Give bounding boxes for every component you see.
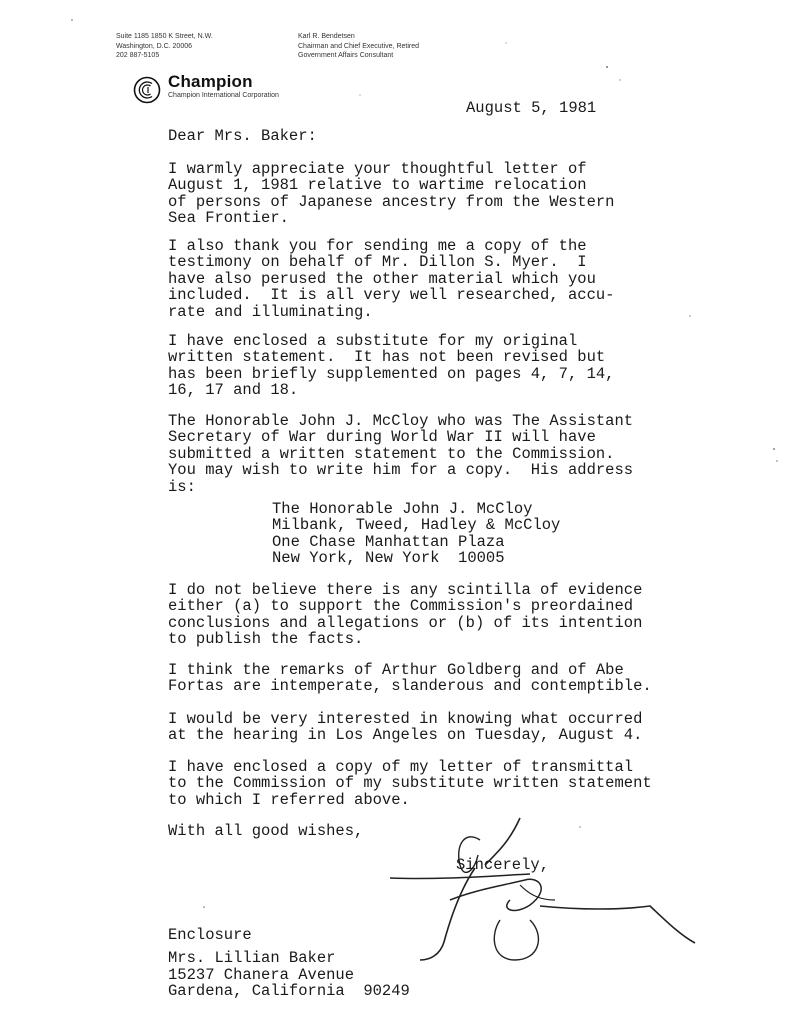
text-line: I warmly appreciate your thoughtful letter of	[168, 160, 587, 178]
text-line: Sea Frontier.	[168, 209, 289, 228]
company-subtitle: Champion International Corporation	[168, 92, 279, 99]
address-line: One Chase Manhattan Plaza	[272, 532, 505, 551]
paragraph	[168, 413, 633, 495]
signature-icon	[380, 810, 700, 980]
mccloy-address	[272, 501, 560, 567]
text-line: to the Commission of my substitute written statement	[168, 774, 652, 793]
champion-logo-icon	[133, 76, 161, 104]
text-line: 16, 17 and 18.	[168, 381, 299, 400]
company-name: Champion	[168, 72, 253, 91]
text-line: at the hearing in Los Angeles on Tuesday, August 4.	[168, 726, 643, 745]
text-line: August 1, 1981 relative to wartime relocation	[168, 176, 587, 195]
paragraph	[168, 333, 614, 399]
text-line: Secretary of War during World War II will have	[168, 428, 596, 447]
text-line: testimony on behalf of Mr. Dillon S. Myer. I	[168, 253, 587, 272]
text-line: either (a) to support the Commission's preordained	[168, 597, 634, 616]
paragraph	[168, 662, 652, 695]
sender-line: Chairman and Chief Executive, Retired	[298, 42, 420, 50]
text-line: included. It is all very well researched, accu-	[168, 286, 615, 305]
text-line: is:	[168, 477, 196, 496]
text-line: Fortas are intemperate, slanderous and contemptible.	[168, 677, 652, 696]
text-line: to publish the facts.	[168, 630, 364, 649]
sender-line: Government Affairs Consultant	[298, 52, 394, 59]
text-line: I would be very interested in knowing what occurred	[168, 710, 643, 728]
paragraph	[168, 582, 642, 648]
address-line: 202 887-5105	[116, 52, 160, 59]
text-line: rate and illuminating.	[168, 302, 373, 321]
text-line: have also perused the other material which you	[168, 269, 596, 288]
paragraph	[168, 711, 642, 744]
text-line: submitted a written statement to the Commission.	[168, 444, 615, 463]
text-line: conclusions and allegations or (b) of its intention	[168, 613, 643, 632]
salutation: Dear Mrs. Baker:	[168, 127, 317, 145]
sender-line: Karl R. Bendetsen	[298, 33, 355, 40]
text-line: I also thank you for sending me a copy of the	[168, 237, 587, 255]
text-line: has been briefly supplemented on pages 4, 7, 14,	[168, 364, 615, 383]
paragraph	[168, 759, 652, 808]
text-line: I have enclosed a copy of my letter of transmittal	[168, 758, 634, 776]
address-line: Suite 1185 1850 K Street, N.W.	[116, 33, 213, 40]
text-line: I have enclosed a substitute for my original	[168, 332, 578, 350]
address-line: Washington, D.C. 20006	[116, 42, 193, 50]
text-line: You may wish to write him for a copy. His address	[168, 461, 634, 480]
closing: With all good wishes,	[168, 822, 364, 840]
letterhead-address	[116, 32, 213, 61]
sign-off: Sincerely,	[456, 856, 550, 874]
address-line: Milbank, Tweed, Hadley & McCloy	[272, 516, 561, 535]
text-line: I think the remarks of Arthur Goldberg and of Abe	[168, 661, 624, 679]
recipient-line: 15237 Chanera Avenue	[168, 965, 355, 984]
text-line: I do not believe there is any scintilla of evidence	[168, 581, 643, 599]
text-line: The Honorable John J. McCloy who was The Assistant	[168, 412, 634, 430]
address-line: New York, New York 10005	[272, 549, 505, 568]
recipient-line: Mrs. Lillian Baker	[168, 949, 336, 967]
text-line: written statement. It has not been revised but	[168, 348, 606, 367]
text-line: of persons of Japanese ancestry from the Western	[168, 192, 615, 211]
paragraph	[168, 161, 614, 227]
enclosure-note: Enclosure	[168, 926, 252, 944]
address-line: The Honorable John J. McCloy	[272, 500, 533, 518]
text-line: to which I referred above.	[168, 790, 410, 809]
recipient-line: Gardena, California 90249	[168, 982, 410, 1001]
letter-date: August 5, 1981	[466, 99, 597, 117]
paragraph	[168, 238, 614, 320]
recipient-address	[168, 950, 410, 1000]
letterhead-sender	[298, 32, 419, 61]
